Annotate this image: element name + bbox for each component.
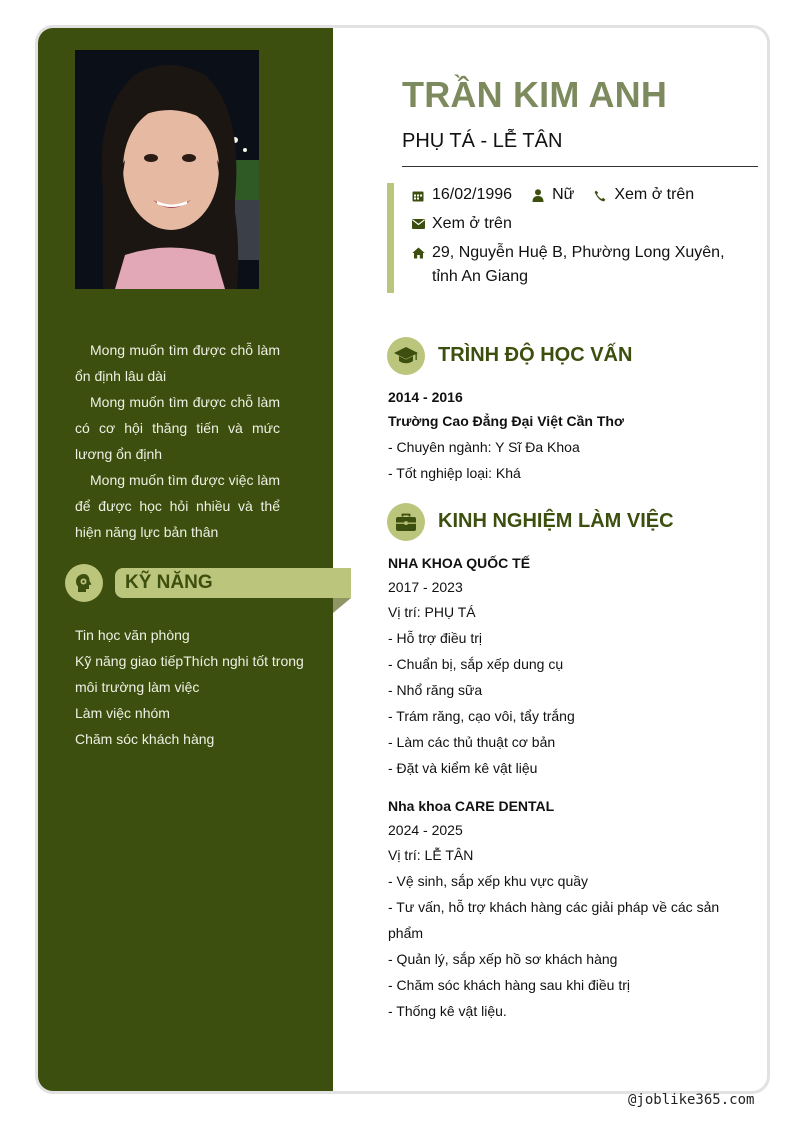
contact-row-3 (412, 241, 752, 289)
graduation-cap-icon (387, 337, 425, 375)
person-icon (532, 185, 552, 207)
objective-1: Mong muốn tìm được chỗ làm ổn định lâu dài (75, 342, 280, 384)
education-title: TRÌNH ĐỘ HỌC VẤN (438, 344, 633, 366)
education-section-header (387, 337, 767, 377)
email-value: Xem ở trên (432, 215, 512, 232)
watermark-text: @joblike365.com (628, 1092, 755, 1108)
calendar-icon (412, 185, 432, 207)
skill-item: Kỹ năng giao tiếpThích nghi tốt trong môi trường làm việc (75, 653, 304, 695)
skill-item: Tin học văn phòng (75, 627, 190, 643)
skills-section-header (65, 564, 352, 624)
skill-item: Chăm sóc khách hàng (75, 731, 215, 747)
job-task: - Làm các thủ thuật cơ bản (388, 734, 556, 750)
skill-item: Làm việc nhóm (75, 705, 170, 721)
skills-list (75, 622, 315, 752)
job-period: 2024 - 2025 (388, 822, 463, 838)
experience-entry-2 (388, 794, 758, 1024)
address-value: 29, Nguyễn Huệ B, Phường Long Xuyên, tỉnh An Giang (432, 244, 725, 285)
job-task: - Trám răng, cạo vôi, tẩy trắng (388, 708, 575, 724)
contact-birthday (412, 183, 512, 207)
job-task: - Vệ sinh, sắp xếp khu vực quầy (388, 873, 589, 889)
contact-gender (532, 183, 574, 207)
job-position: Vị trí: LỄ TÂN (388, 847, 474, 863)
job-task: - Nhổ răng sữa (388, 682, 483, 698)
education-detail: - Tốt nghiệp loại: Khá (388, 465, 521, 481)
job-task: - Chăm sóc khách hàng sau khi điều trị (388, 977, 631, 993)
career-objectives (75, 337, 280, 545)
job-title: PHỤ TÁ - LỄ TÂN (402, 130, 563, 152)
phone-icon (594, 185, 614, 207)
title-divider (402, 166, 758, 167)
job-company: Nha khoa CARE DENTAL (388, 798, 555, 814)
job-company: NHA KHOA QUỐC TẾ (388, 555, 531, 571)
job-task: - Hỗ trợ điều trị (388, 630, 482, 646)
job-task: - Thống kê vật liệu. (388, 1003, 507, 1019)
contact-phone (594, 183, 694, 207)
contact-row-2 (412, 212, 512, 236)
profile-photo-image (75, 50, 259, 289)
head-gear-icon (65, 564, 103, 602)
contact-info (387, 183, 762, 293)
ribbon-fold (333, 598, 351, 613)
job-period: 2017 - 2023 (388, 579, 463, 595)
briefcase-icon (387, 503, 425, 541)
education-detail: - Chuyên ngành: Y Sĩ Đa Khoa (388, 439, 580, 455)
job-position: Vị trí: PHỤ TÁ (388, 604, 476, 620)
birthday-value: 16/02/1996 (432, 186, 513, 203)
job-task: - Quản lý, sắp xếp hồ sơ khách hàng (388, 951, 618, 967)
education-period: 2014 - 2016 (388, 389, 463, 405)
home-icon (412, 242, 432, 264)
job-task: - Tư vấn, hỗ trợ khách hàng các giải pháp về các sản phẩm (388, 899, 720, 941)
skills-title: KỸ NĂNG (115, 568, 351, 598)
education-school: Trường Cao Đẳng Đại Việt Cần Thơ (388, 413, 624, 429)
phone-value: Xem ở trên (614, 186, 695, 203)
profile-photo (75, 50, 259, 289)
candidate-name: TRẦN KIM ANH (402, 74, 668, 115)
experience-title: KINH NGHIỆM LÀM VIỆC (438, 510, 674, 532)
objective-3: Mong muốn tìm được việc làm để được học hỏi nhiều và thể hiện năng lực bản thân (75, 472, 280, 540)
job-task: - Đặt và kiểm kê vật liệu (388, 760, 538, 776)
resume-card (35, 25, 770, 1094)
envelope-icon (412, 213, 432, 235)
sidebar (35, 25, 333, 1094)
education-entry (388, 385, 758, 486)
experience-entry-1 (388, 551, 758, 781)
objective-2: Mong muốn tìm được chỗ làm có cơ hội thăng tiến và mức lương ổn định (75, 394, 280, 462)
job-task: - Chuẩn bị, sắp xếp dung cụ (388, 656, 564, 672)
experience-section-header (387, 503, 767, 543)
gender-value: Nữ (552, 186, 575, 203)
contact-row-1 (412, 183, 714, 207)
